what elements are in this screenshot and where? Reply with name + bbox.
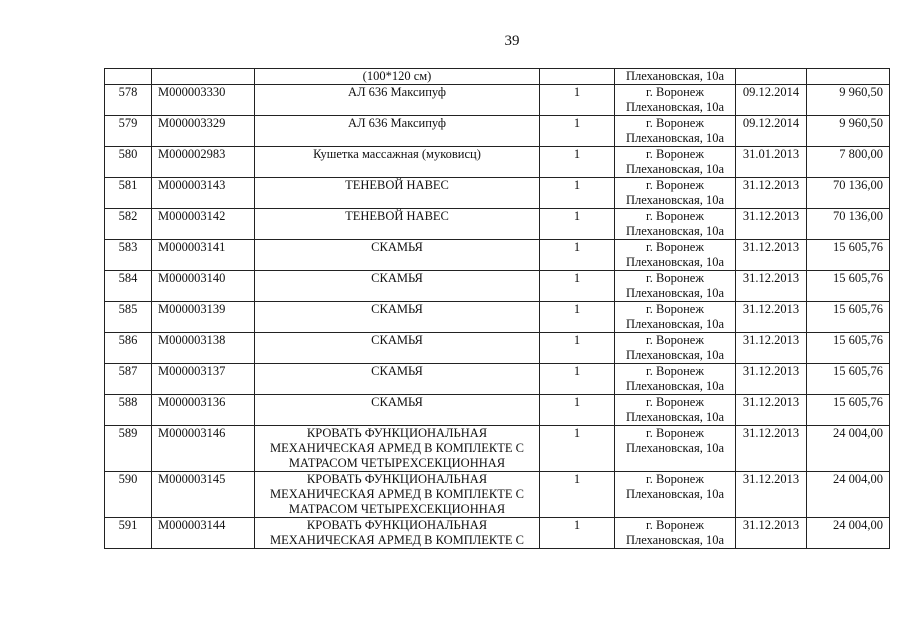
cell-line: Плехановская, 10а [625, 224, 725, 238]
cell-line: (100*120 см) [362, 69, 432, 83]
amount-cell: 15 605,76 [807, 395, 890, 426]
cell-line: Плехановская, 10а [625, 69, 725, 83]
location-cell [615, 426, 736, 472]
cell-line: СКАМЬЯ [371, 395, 423, 409]
inventory-number-cell: М000002983 [152, 147, 255, 178]
cell-line: г. Воронеж [646, 364, 704, 378]
row-number-cell: 581 [105, 178, 152, 209]
quantity-cell: 1 [540, 116, 615, 147]
inventory-number-cell: М000003138 [152, 333, 255, 364]
amount-cell: 24 004,00 [807, 518, 890, 549]
item-name-cell [255, 302, 540, 333]
cell-line: г. Воронеж [646, 302, 704, 316]
cell-line: СКАМЬЯ [371, 364, 423, 378]
cell-line: г. Воронеж [646, 178, 704, 192]
inventory-number-cell: М000003142 [152, 209, 255, 240]
location-cell [615, 69, 736, 85]
cell-line: АЛ 636 Максипуф [348, 116, 446, 130]
amount-cell: 15 605,76 [807, 364, 890, 395]
cell-line: КРОВАТЬ ФУНКЦИОНАЛЬНАЯ [306, 472, 488, 486]
date-cell: 31.12.2013 [736, 518, 807, 549]
cell-line: СКАМЬЯ [371, 333, 423, 347]
cell-line: г. Воронеж [646, 518, 704, 532]
date-cell: 31.12.2013 [736, 302, 807, 333]
inventory-table [104, 68, 890, 549]
table-row [105, 209, 890, 240]
date-cell: 31.12.2013 [736, 426, 807, 472]
location-cell [615, 271, 736, 302]
row-number-cell: 584 [105, 271, 152, 302]
cell-line: АЛ 636 Максипуф [348, 85, 446, 99]
location-cell [615, 147, 736, 178]
amount-cell: 9 960,50 [807, 116, 890, 147]
inventory-number-cell: М000003136 [152, 395, 255, 426]
date-cell: 09.12.2014 [736, 85, 807, 116]
item-name-cell [255, 426, 540, 472]
location-cell [615, 472, 736, 518]
quantity-cell: 1 [540, 147, 615, 178]
inventory-number-cell: М000003144 [152, 518, 255, 549]
row-number-cell: 589 [105, 426, 152, 472]
page-number: 39 [504, 33, 520, 49]
item-name-cell [255, 69, 540, 85]
location-cell [615, 518, 736, 549]
item-name-cell [255, 472, 540, 518]
amount-cell: 9 960,50 [807, 85, 890, 116]
cell-line: Плехановская, 10а [625, 487, 725, 501]
location-cell [615, 395, 736, 426]
cell-line: г. Воронеж [646, 209, 704, 223]
inventory-number-cell: М000003137 [152, 364, 255, 395]
date-cell [736, 69, 807, 85]
quantity-cell [540, 69, 615, 85]
cell-line: СКАМЬЯ [371, 302, 423, 316]
cell-line: г. Воронеж [646, 85, 704, 99]
quantity-cell: 1 [540, 240, 615, 271]
date-cell: 31.12.2013 [736, 472, 807, 518]
cell-line: Плехановская, 10а [625, 193, 725, 207]
table-row [105, 147, 890, 178]
quantity-cell: 1 [540, 333, 615, 364]
cell-line: г. Воронеж [646, 472, 704, 486]
table-row [105, 333, 890, 364]
table-row [105, 240, 890, 271]
location-cell [615, 302, 736, 333]
amount-cell: 15 605,76 [807, 333, 890, 364]
item-name-cell [255, 333, 540, 364]
cell-line: Плехановская, 10а [625, 441, 725, 455]
amount-cell: 7 800,00 [807, 147, 890, 178]
quantity-cell: 1 [540, 426, 615, 472]
item-name-cell [255, 209, 540, 240]
cell-line: г. Воронеж [646, 271, 704, 285]
table-row [105, 518, 890, 549]
inventory-number-cell: М000003330 [152, 85, 255, 116]
amount-cell: 24 004,00 [807, 472, 890, 518]
item-name-cell [255, 518, 540, 549]
row-number-cell: 587 [105, 364, 152, 395]
amount-cell [807, 69, 890, 85]
cell-line: КРОВАТЬ ФУНКЦИОНАЛЬНАЯ [306, 426, 488, 440]
quantity-cell: 1 [540, 302, 615, 333]
location-cell [615, 116, 736, 147]
quantity-cell: 1 [540, 395, 615, 426]
location-cell [615, 364, 736, 395]
quantity-cell: 1 [540, 178, 615, 209]
quantity-cell: 1 [540, 472, 615, 518]
date-cell: 31.12.2013 [736, 333, 807, 364]
row-number-cell: 591 [105, 518, 152, 549]
table-row [105, 364, 890, 395]
table-row [105, 472, 890, 518]
inventory-number-cell: М000003141 [152, 240, 255, 271]
amount-cell: 15 605,76 [807, 302, 890, 333]
cell-line: г. Воронеж [646, 333, 704, 347]
cell-line: г. Воронеж [646, 395, 704, 409]
quantity-cell: 1 [540, 518, 615, 549]
cell-line: г. Воронеж [646, 240, 704, 254]
quantity-cell: 1 [540, 271, 615, 302]
cell-line: Плехановская, 10а [625, 162, 725, 176]
amount-cell: 70 136,00 [807, 178, 890, 209]
location-cell [615, 333, 736, 364]
quantity-cell: 1 [540, 209, 615, 240]
date-cell: 31.12.2013 [736, 178, 807, 209]
inventory-number-cell: М000003140 [152, 271, 255, 302]
table-row [105, 116, 890, 147]
row-number-cell: 578 [105, 85, 152, 116]
table-row-continuation [105, 69, 890, 85]
inventory-number-cell: М000003146 [152, 426, 255, 472]
item-name-cell [255, 395, 540, 426]
row-number-cell: 586 [105, 333, 152, 364]
cell-line: Плехановская, 10а [625, 255, 725, 269]
inventory-sheet [104, 68, 890, 549]
cell-line: Плехановская, 10а [625, 131, 725, 145]
item-name-cell [255, 85, 540, 116]
cell-line: Плехановская, 10а [625, 379, 725, 393]
row-number-cell: 580 [105, 147, 152, 178]
cell-line: МАТРАСОМ ЧЕТЫРЕХСЕКЦИОННАЯ [288, 502, 506, 516]
cell-line: Кушетка массажная (муковисц) [313, 147, 481, 161]
row-number-cell: 582 [105, 209, 152, 240]
location-cell [615, 178, 736, 209]
date-cell: 31.12.2013 [736, 240, 807, 271]
cell-line: МЕХАНИЧЕСКАЯ АРМЕД В КОМПЛЕКТЕ С [269, 533, 524, 547]
inventory-number-cell: М000003145 [152, 472, 255, 518]
inventory-table-body [105, 69, 890, 549]
inventory-number-cell [152, 69, 255, 85]
table-row [105, 271, 890, 302]
cell-line: Плехановская, 10а [625, 100, 725, 114]
item-name-cell [255, 178, 540, 209]
date-cell: 31.01.2013 [736, 147, 807, 178]
cell-line: МАТРАСОМ ЧЕТЫРЕХСЕКЦИОННАЯ [288, 456, 506, 470]
row-number-cell: 585 [105, 302, 152, 333]
table-row [105, 426, 890, 472]
cell-line: Плехановская, 10а [625, 317, 725, 331]
inventory-number-cell: М000003329 [152, 116, 255, 147]
cell-line: СКАМЬЯ [371, 240, 423, 254]
row-number-cell: 590 [105, 472, 152, 518]
amount-cell: 70 136,00 [807, 209, 890, 240]
cell-line: Плехановская, 10а [625, 533, 725, 547]
quantity-cell: 1 [540, 364, 615, 395]
table-row [105, 395, 890, 426]
location-cell [615, 240, 736, 271]
date-cell: 31.12.2013 [736, 271, 807, 302]
inventory-number-cell: М000003143 [152, 178, 255, 209]
date-cell: 31.12.2013 [736, 395, 807, 426]
cell-line: МЕХАНИЧЕСКАЯ АРМЕД В КОМПЛЕКТЕ С [269, 441, 524, 455]
cell-line: г. Воронеж [646, 116, 704, 130]
inventory-number-cell: М000003139 [152, 302, 255, 333]
cell-line: Плехановская, 10а [625, 348, 725, 362]
date-cell: 31.12.2013 [736, 209, 807, 240]
cell-line: Плехановская, 10а [625, 410, 725, 424]
cell-line: МЕХАНИЧЕСКАЯ АРМЕД В КОМПЛЕКТЕ С [269, 487, 524, 501]
amount-cell: 24 004,00 [807, 426, 890, 472]
item-name-cell [255, 364, 540, 395]
amount-cell: 15 605,76 [807, 271, 890, 302]
cell-line: г. Воронеж [646, 426, 704, 440]
location-cell [615, 85, 736, 116]
table-row [105, 302, 890, 333]
table-row [105, 85, 890, 116]
item-name-cell [255, 240, 540, 271]
item-name-cell [255, 271, 540, 302]
cell-line: г. Воронеж [646, 147, 704, 161]
cell-line: СКАМЬЯ [371, 271, 423, 285]
row-number-cell: 583 [105, 240, 152, 271]
amount-cell: 15 605,76 [807, 240, 890, 271]
row-number-cell: 579 [105, 116, 152, 147]
item-name-cell [255, 116, 540, 147]
cell-line: Плехановская, 10а [625, 286, 725, 300]
cell-line: КРОВАТЬ ФУНКЦИОНАЛЬНАЯ [306, 518, 488, 532]
date-cell: 09.12.2014 [736, 116, 807, 147]
quantity-cell: 1 [540, 85, 615, 116]
date-cell: 31.12.2013 [736, 364, 807, 395]
row-number-cell: 588 [105, 395, 152, 426]
location-cell [615, 209, 736, 240]
cell-line: ТЕНЕВОЙ НАВЕС [345, 178, 449, 192]
row-number-cell [105, 69, 152, 85]
item-name-cell [255, 147, 540, 178]
cell-line: ТЕНЕВОЙ НАВЕС [345, 209, 449, 223]
table-row [105, 178, 890, 209]
